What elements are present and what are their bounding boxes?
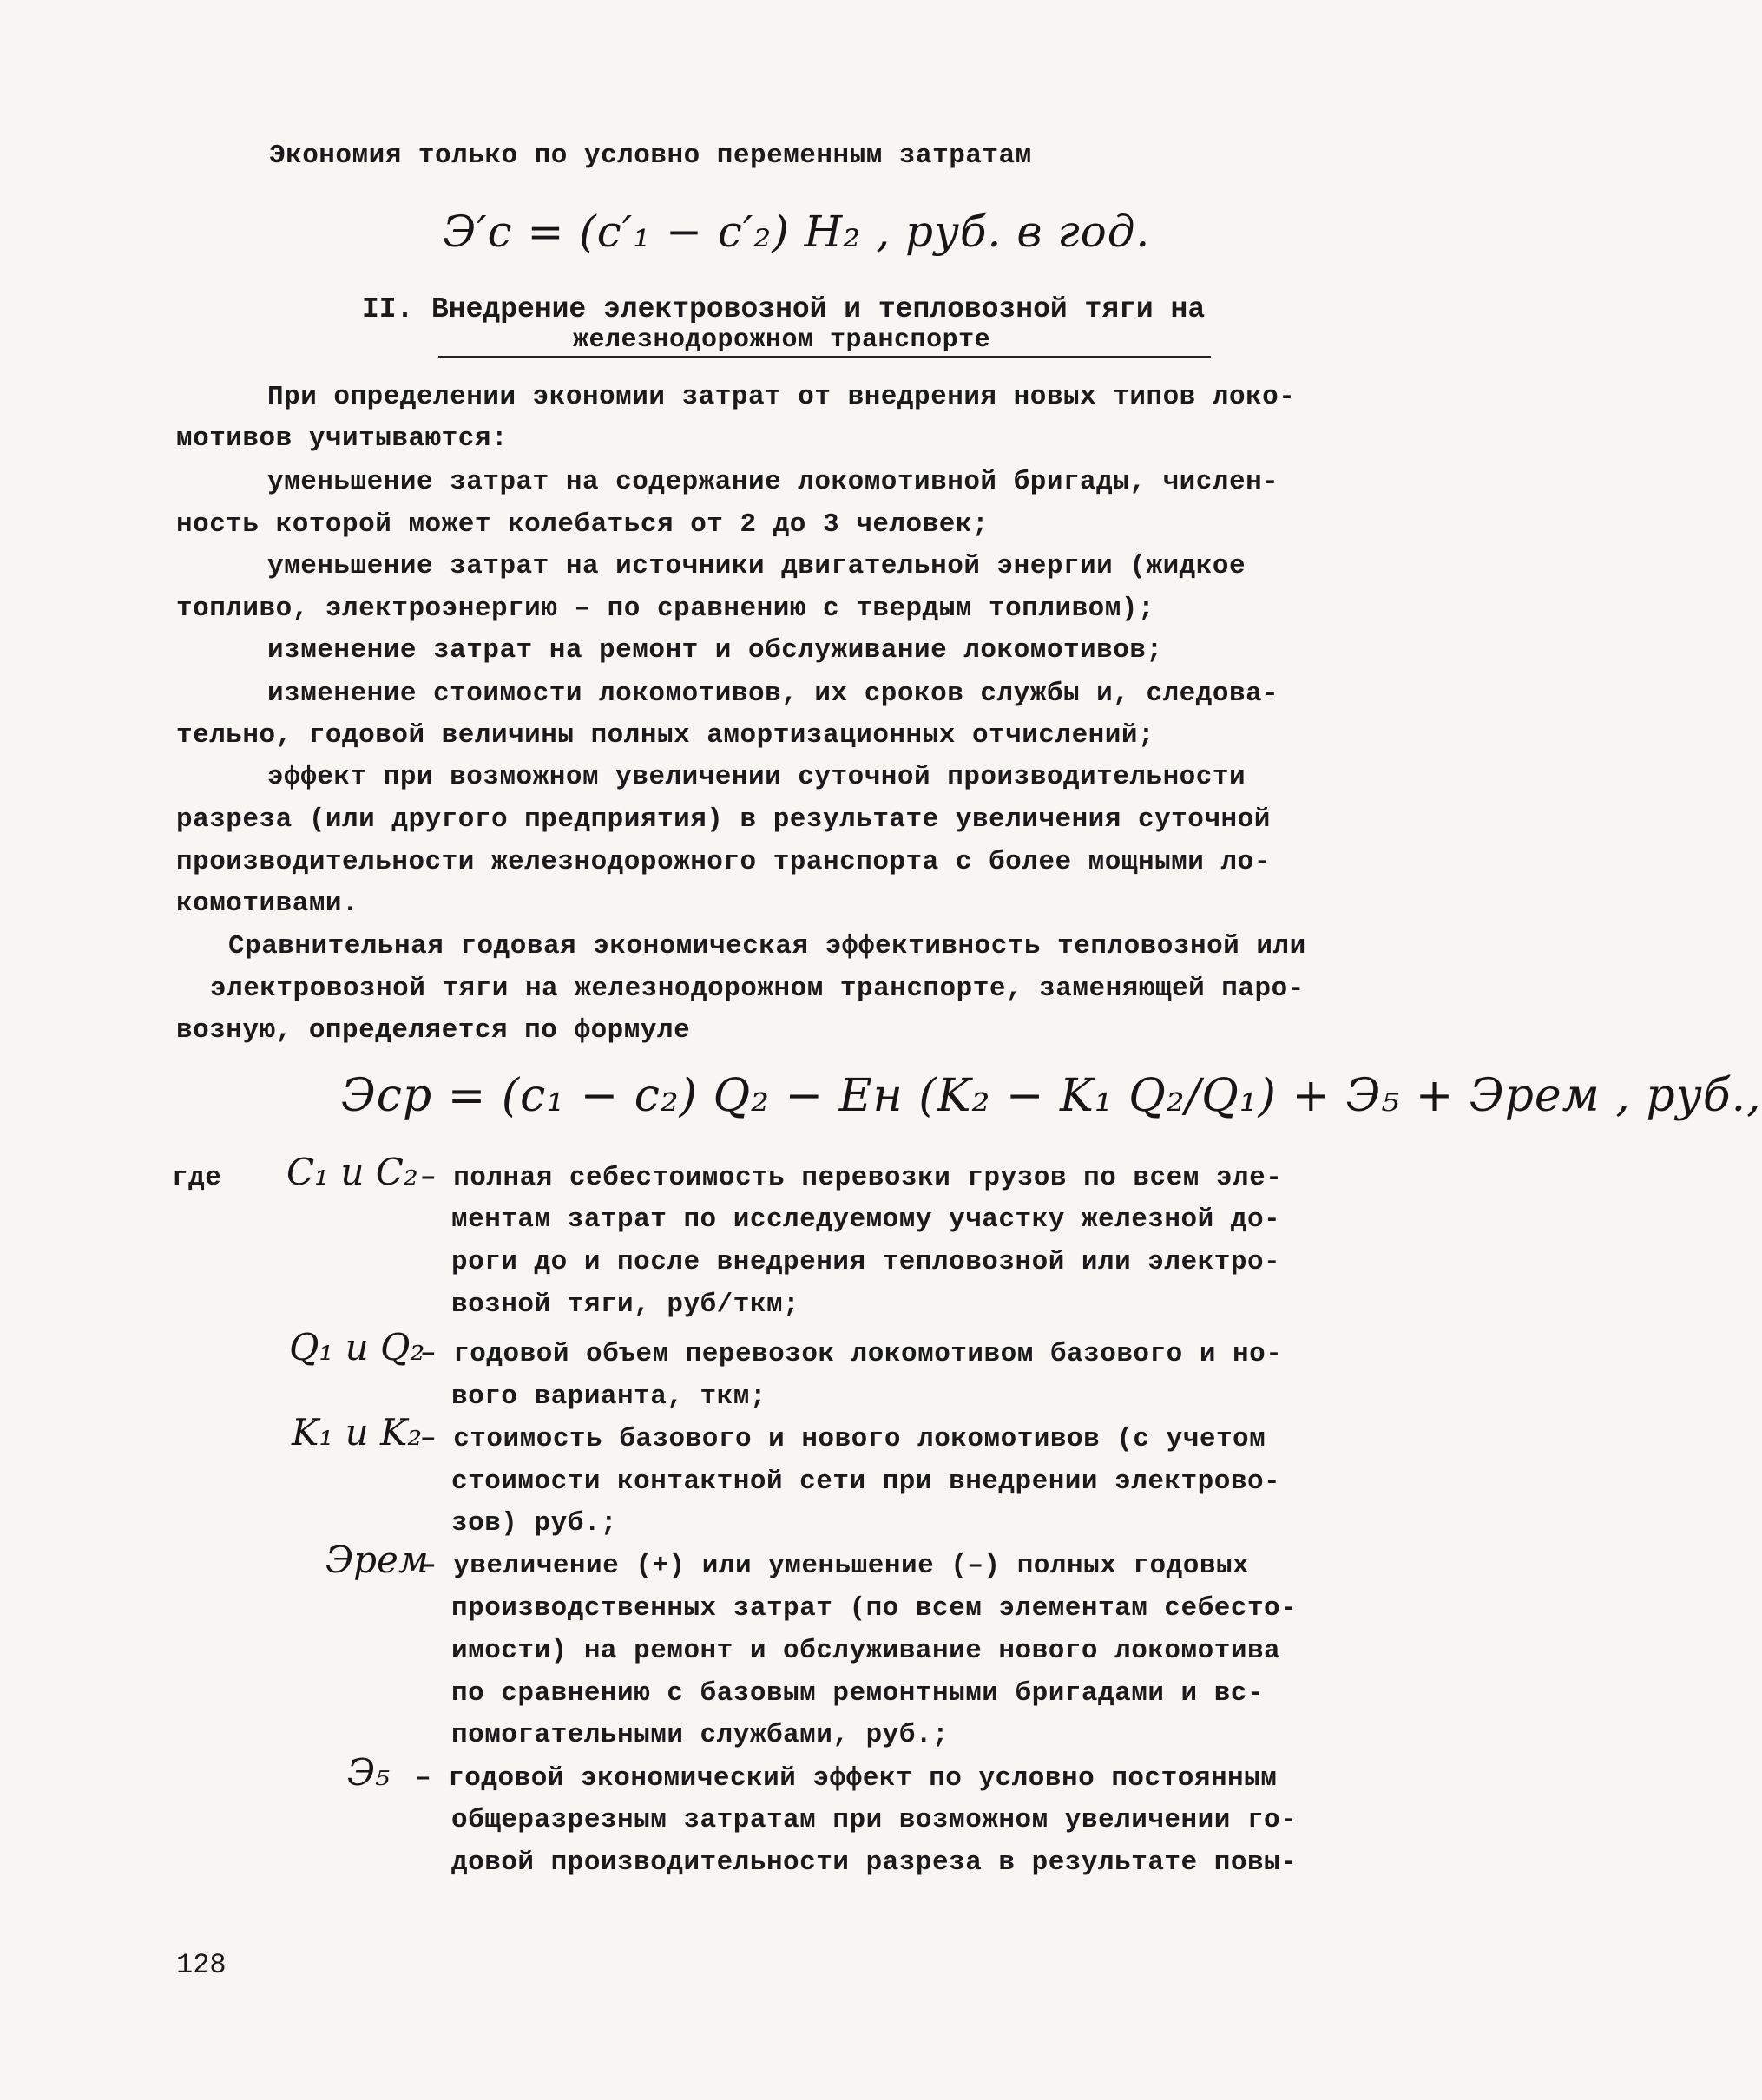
def-line: – стоимость базового и нового локомотивов (с учетом — [420, 1424, 1266, 1454]
def-symbol: Э₅ — [347, 1751, 390, 1794]
def-line: – годовой объем перевозок локомотивом базового и но- — [420, 1339, 1283, 1369]
para1-line: изменение стоимости локомотивов, их сроков службы и, следова- — [267, 679, 1279, 709]
para1-line: ность которой может колебаться от 2 до 3 человек; — [176, 509, 989, 540]
def-symbol: K₁ и K₂ — [292, 1411, 423, 1454]
def-line: зов) руб.; — [451, 1508, 618, 1539]
para1-line: При определении экономии затрат от внедрения новых типов локо- — [267, 382, 1296, 412]
section-number: II. — [362, 293, 414, 325]
def-symbol: C₁ и C₂ — [286, 1151, 418, 1193]
def-line: возной тяги, руб/ткм; — [451, 1290, 800, 1320]
para1-line: тельно, годовой величины полных амортизационных отчислений; — [176, 720, 1155, 751]
where-label: где — [172, 1163, 222, 1193]
section-title-line-2: железнодорожном транспорте — [573, 325, 991, 355]
para1-line: топливо, электроэнергию – по сравнению с твердым топливом); — [176, 594, 1155, 624]
def-line: роги до и после внедрения тепловозной или электро- — [451, 1247, 1281, 1277]
intro-text: Экономия только по условно переменным затратам — [269, 141, 1032, 171]
def-line: довой производительности разреза в результате повы- — [451, 1847, 1298, 1878]
formula-efficiency: Эср = (c₁ − c₂) Q₂ − Eн (K₂ − K₁ Q₂/Q₁) + Э₅ + Эрем , руб., — [341, 1070, 1762, 1122]
para1-line: мотивов учитываются: — [176, 423, 509, 454]
para1-line: разреза (или другого предприятия) в результате увеличения суточной — [176, 804, 1271, 835]
para1-line: эффект при возможном увеличении суточной производительности — [267, 762, 1246, 792]
def-line: ментам затрат по исследуемому участку железной до- — [451, 1204, 1281, 1235]
def-line: – годовой экономический эффект по условно постоянным — [415, 1763, 1278, 1794]
formula-variable-costs: Э′c = (c′₁ − c′₂) H₂ , руб. в год. — [443, 207, 1151, 257]
def-symbol: Эрем — [325, 1539, 429, 1581]
para1-line: уменьшение затрат на содержание локомотивной бригады, числен- — [267, 467, 1279, 497]
para1-line: уменьшение затрат на источники двигательной энергии (жидкое — [267, 551, 1246, 581]
def-line: – увеличение (+) или уменьшение (–) полных годовых — [420, 1551, 1250, 1581]
para2-line: возную, определяется по формуле — [176, 1015, 691, 1046]
page-number: 128 — [176, 1949, 227, 1981]
para1-line: производительности железнодорожного транспорта с более мощными ло- — [176, 847, 1271, 877]
def-line: общеразрезным затратам при возможном увеличении го- — [451, 1805, 1298, 1835]
para2-line: Сравнительная годовая экономическая эффективность тепловозной или — [228, 931, 1306, 961]
def-line: вого варианта, ткм; — [451, 1381, 766, 1412]
def-line: имости) на ремонт и обслуживание нового локомотива — [451, 1636, 1281, 1666]
def-line: помогательными службами, руб.; — [451, 1720, 950, 1750]
section-title-line-1: Внедрение электровозной и тепловозной тяги на — [431, 293, 1206, 325]
section-title-underline — [438, 356, 1211, 358]
para2-line: электровозной тяги на железнодорожном транспорте, заменяющей паро- — [210, 974, 1305, 1004]
para1-line: комотивами. — [176, 889, 359, 919]
def-line: производственных затрат (по всем элементам себесто- — [451, 1593, 1298, 1624]
def-line: по сравнению с базовым ремонтными бригадами и вс- — [451, 1678, 1265, 1709]
para1-line: изменение затрат на ремонт и обслуживание локомотивов; — [267, 635, 1163, 666]
def-symbol: Q₁ и Q₂ — [289, 1326, 425, 1368]
def-line: стоимости контактной сети при внедрении электрово- — [451, 1467, 1281, 1497]
def-line: – полная себестоимость перевозки грузов по всем эле- — [420, 1163, 1283, 1193]
